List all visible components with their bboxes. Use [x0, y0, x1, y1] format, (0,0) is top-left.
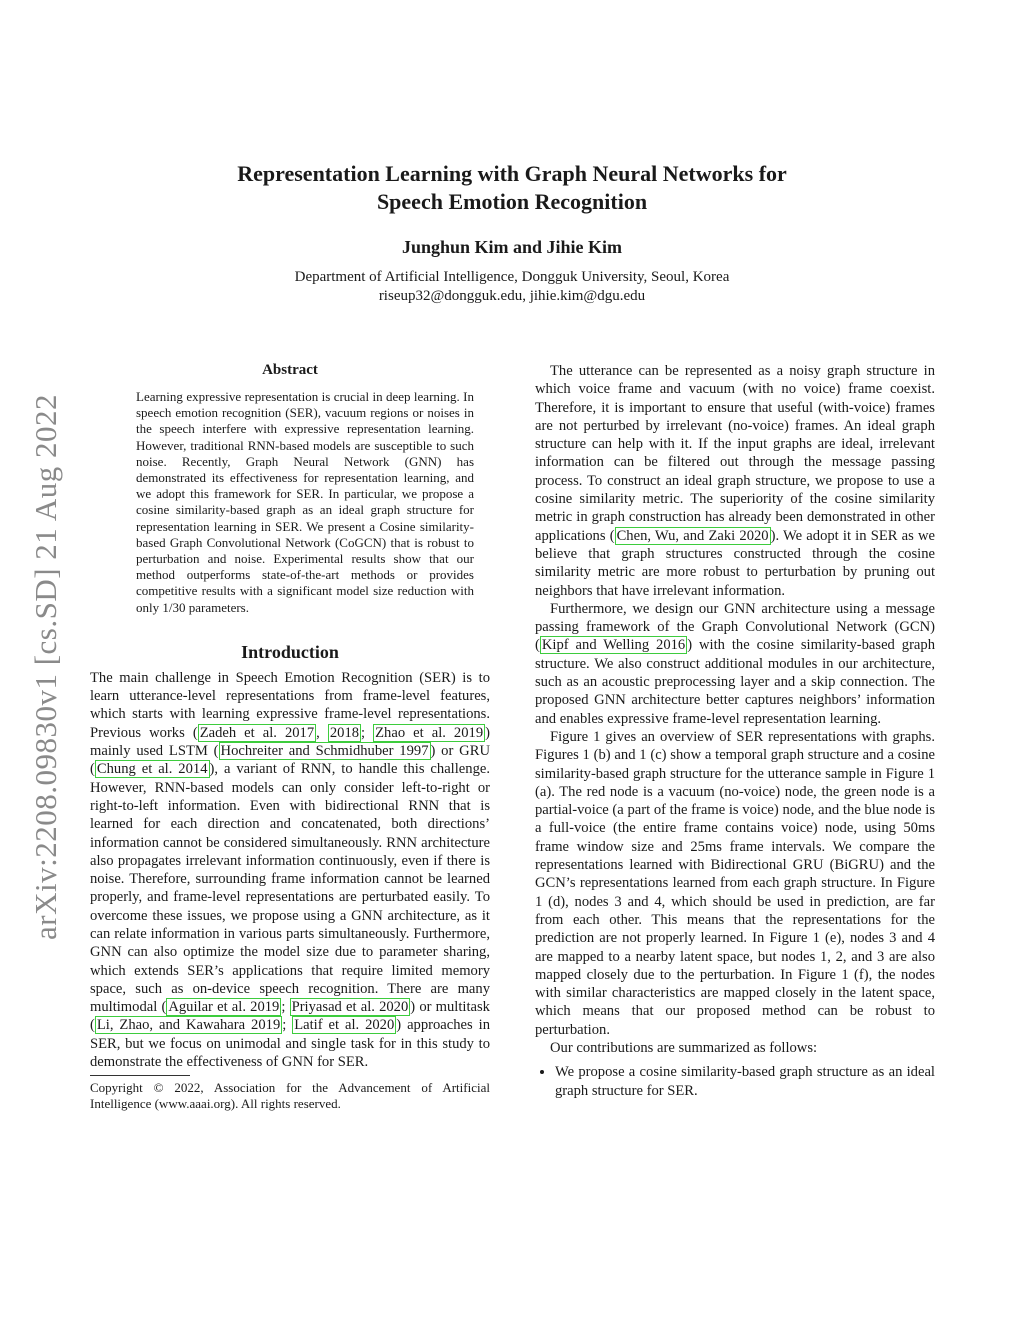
body-text: ). We adopt it in SER as we believe that graph structures constructed through the cosine similarity metric are more robust to perturbation by pruning out neighbors that have irrelevant information. — [535, 527, 936, 599]
list-item: • We propose a cosine similarity-based graph structure as an ideal graph structure for SER. — [555, 1063, 935, 1100]
citation-link[interactable]: Zadeh et al. 2017 — [199, 724, 315, 741]
citation-link[interactable]: Kipf and Welling 2016 — [541, 637, 686, 654]
intro-text: ; — [361, 724, 374, 741]
citation-link[interactable]: Zhao et al. 2019 — [375, 724, 484, 741]
intro-text: , — [316, 724, 328, 741]
title-line-1: Representation Learning with Graph Neural Networks for — [237, 161, 787, 186]
citation-link[interactable]: Chung et al. 2014 — [96, 761, 208, 778]
body-paragraph: Figure 1 gives an overview of SER representations with graphs. Figures 1 (b) and 1 (c) show a temporal graph structure and a cosine similarity-based graph structure for the utterance sample in Figure 1 (a). The red node is a vacuum (no-voice) node, the green node is a partial-voice (a part of the frame is voice) node, and the blue node is a full-voice (the entire frame contains voice) node, using 50ms frame window size and 25ms frame intervals. We compare the representations learned with Bidirectional GRU (BiGRU) and the GCN’s representations learned from each graph structure. In Figure 1 (d), nodes 3 and 4, which should be used in prediction, are far from each other. This means that the representations for the prediction are not properly learned. In Figure 1 (e), nodes 3 and 4 are mapped to a nearby latent space, but nodes 1, 2, and 3 are also mapped closely due to the perturbation. In Figure 1 (f), the nodes with similar characteristics are mapped closely in the latent space, which means that our proposed method can be robust to perturbation. — [535, 728, 935, 1038]
department: Department of Artificial Intelligence, Dongguk University, Seoul, Korea — [294, 269, 730, 285]
body-text: ) with the cosine similarity-based graph structure. We also construct additional modules in our architecture, such as an acoustic preprocessing layer and a skip connection. The proposed GNN architecture better captures neighbors’ information and enables expressive frame-level representation learning. — [535, 637, 936, 727]
body-text: Furthermore, we design our GNN architecture using a message passing framework of the Graph Convolutional Network (GCN) ( — [535, 600, 935, 654]
arxiv-identifier: arXiv:2208.09830v1 [cs.SD] 21 Aug 2022 — [28, 394, 63, 940]
abstract-text: Learning expressive representation is crucial in deep learning. In speech emotion recognition (SER), vacuum regions or noises in the speech interfere with expressive representation learning. However, traditional RNN-based models are susceptible to such noise. Recently, Graph Neural Network (GNN) has demonstrated its effectiveness for representation learning, and we adopt this framework for SER. In particular, we propose a cosine similarity-based graph as an ideal graph structure for representation learning in SER. We present a Cosine similarity-based Graph Convolutional Network (CoGCN) that is robust to perturbation and noise. Experimental results show that our method outperforms state-of-the-art methods or provides competitive results with a significant model size reduction with only 1/30 parameters. — [136, 389, 474, 615]
intro-paragraph — [90, 669, 490, 1072]
intro-text: ) or GRU ( — [90, 743, 490, 778]
introduction-heading: Introduction — [241, 641, 339, 662]
left-column — [90, 362, 490, 1112]
citation-link[interactable]: Chen, Wu, and Zaki 2020 — [616, 527, 769, 544]
body-paragraph — [535, 362, 935, 600]
intro-text: ) or multitask ( — [90, 999, 490, 1034]
intro-text: ; — [281, 999, 290, 1016]
intro-text: The main challenge in Speech Emotion Recognition (SER) is to learn utterance-level representations from frame-level features, which starts with learning expressive frame-level representations. Previous works ( — [90, 669, 490, 741]
intro-text: ), a variant of RNN, to handle this challenge. However, RNN-based models can only consider left-to-right or right-to-left information. Even with bidirectional RNN that is learned for each direction and concatenated, both directions’ information cannot be considered simultaneously. RNN architecture also propagates irrelevant information continuously, even if there is noise. Therefore, surrounding frame information cannot be learned properly, and frame-level representations are perturbated easily. To overcome these issues, we propose using a GNN architecture, as it can relate information in various parts simultaneously. Furthermore, GNN can also optimize the model size due to parameter sharing, which extends SER’s applications that require limited memory space, such as on-device speech recognition. There are many multimodal ( — [90, 761, 490, 1016]
body-paragraph — [535, 600, 935, 728]
citation-link[interactable]: Latif et al. 2020 — [294, 1017, 395, 1034]
citation-link[interactable]: Priyasad et al. 2020 — [291, 999, 409, 1016]
citation-link[interactable]: Hochreiter and Schmidhuber 1997 — [220, 743, 429, 760]
citation-link[interactable]: 2018 — [329, 724, 360, 741]
emails: riseup32@dongguk.edu, jihie.kim@dgu.edu — [378, 288, 646, 304]
citation-link[interactable]: Aguilar et al. 2019 — [168, 999, 280, 1016]
footnote-divider — [90, 1075, 190, 1076]
copyright-footnote: Copyright © 2022, Association for the Advancement of Artificial Intelligence (www.aaai.org). All rights reserved. — [90, 1080, 490, 1112]
affiliation — [150, 268, 874, 306]
title-line-2: Speech Emotion Recognition — [376, 189, 648, 214]
citation-link[interactable]: Li, Zhao, and Kawahara 2019 — [96, 1017, 281, 1034]
body-text: The utterance can be represented as a noisy graph structure in which voice frame and vacuum (with no voice) frame coexist. Therefore, it is important to ensure that useful (with-voice) frames are not perturbed by irrelevant (no-voice) frames. An ideal graph structure can help with it. If the input graphs are ideal, irrelevant information can be filtered out through the message passing process. To construct an ideal graph structure, we propose to use a cosine similarity metric. The superiority of the cosine similarity metric in graph construction has already been demonstrated in other applications ( — [535, 363, 935, 544]
contributions-list — [535, 1063, 935, 1100]
right-column — [535, 362, 935, 1100]
paper-title — [150, 160, 874, 216]
intro-text: ) approaches in SER, but we focus on unimodal and single task for in this study to demonstrate the effectiveness of GNN for SER. — [90, 1017, 490, 1071]
contributions-intro: Our contributions are summarized as follows: — [550, 1039, 818, 1056]
authors: Junghun Kim and Jihie Kim — [401, 237, 623, 257]
intro-text: ) mainly used LSTM ( — [90, 724, 490, 760]
abstract-heading: Abstract — [262, 362, 318, 378]
intro-text: ; — [282, 1017, 293, 1034]
